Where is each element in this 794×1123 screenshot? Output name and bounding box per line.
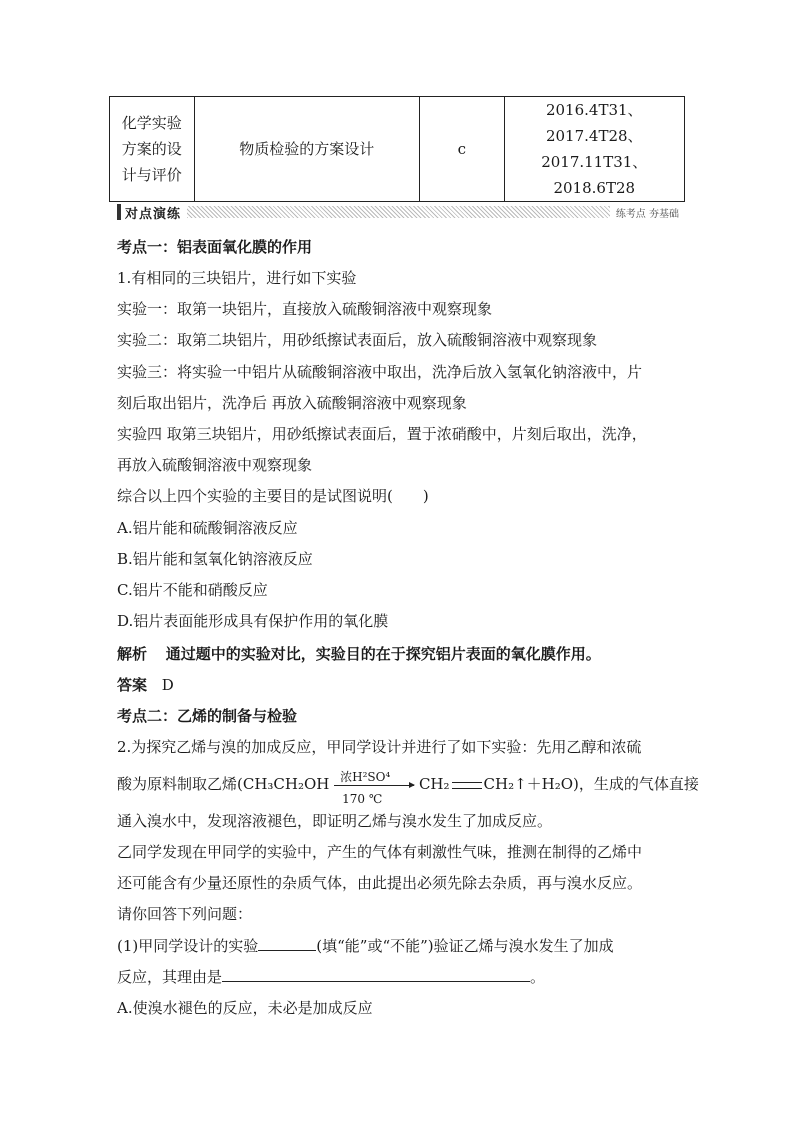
subquestion1-line1 xyxy=(117,936,614,956)
question2-line5: 还可能含有少量还原性的杂质气体，由此提出必须先除去杂质，再与溴水反应。 xyxy=(117,874,643,892)
question1-stem: 综合以上四个实验的主要目的是试图说明( ) xyxy=(117,487,429,505)
question2-line2 xyxy=(117,770,699,806)
content-cell: 物质检验的方案设计 xyxy=(194,97,419,202)
exam-cell xyxy=(504,97,685,202)
section1-heading: 考点一：铝表面氧化膜的作用 xyxy=(117,238,313,256)
section2-heading: 考点二：乙烯的制备与检验 xyxy=(117,707,298,725)
question2-line4: 乙同学发现在甲同学的实验中，产生的气体有刺激性气味，推测在制得的乙烯中 xyxy=(117,843,643,861)
experiment-3a: 实验三：将实验一中铝片从硫酸铜溶液中取出，洗净后放入氢氧化钠溶液中，片 xyxy=(117,363,643,381)
ch2-left: CH₂ xyxy=(418,775,450,793)
info-table xyxy=(109,96,685,202)
option-c: C.铝片不能和硝酸反应 xyxy=(117,581,268,599)
reaction-condition-bottom: 170 ℃ xyxy=(342,792,383,806)
option-b: B.铝片能和氢氧化钠溶液反应 xyxy=(117,550,313,568)
exam-line: 2017.11T31、2018.6T28 xyxy=(541,153,648,197)
option-d: D.铝片表面能形成具有保护作用的氧化膜 xyxy=(117,612,389,630)
answer xyxy=(117,675,174,695)
subq1-prefix: (1)甲同学设计的实验 xyxy=(117,937,259,955)
question1-intro: 1.有相同的三块铝片，进行如下实验 xyxy=(117,269,357,287)
experiment-4b: 再放入硫酸铜溶液中观察现象 xyxy=(117,456,313,474)
topic-line: 计与评价 xyxy=(121,166,182,184)
arrow-icon xyxy=(334,785,414,786)
reaction-arrow xyxy=(334,770,414,806)
option-a: A.铝片能和硫酸铜溶液反应 xyxy=(117,519,298,537)
answer-blank-1[interactable] xyxy=(258,936,316,951)
answer-value: D xyxy=(161,676,174,694)
subq1-reason-suffix: 。 xyxy=(530,968,546,986)
level-cell: c xyxy=(420,97,504,202)
question2-line1: 2.为探究乙烯与溴的加成反应，甲同学设计并进行了如下实验：先用乙醇和浓硫 xyxy=(117,738,642,756)
topic-line: 方案的设 xyxy=(121,140,182,158)
question2-line3: 通入溴水中，发现溶液褪色，即证明乙烯与溴水发生了加成反应。 xyxy=(117,812,553,830)
answer-label: 答案 xyxy=(117,676,148,694)
topic-line: 化学实验 xyxy=(121,114,182,132)
section-banner xyxy=(117,202,679,222)
experiment-1: 实验一：取第一块铝片，直接放入硫酸铜溶液中观察现象 xyxy=(117,300,493,318)
double-bond-icon xyxy=(452,782,482,789)
subq1-suffix: (填“能”或“不能”)验证乙烯与溴水发生了加成 xyxy=(316,937,614,955)
analysis-label: 解析 xyxy=(117,645,148,663)
analysis xyxy=(117,644,601,664)
exam-line: 2016.4T31、2017.4T28、 xyxy=(545,101,643,145)
equation-prefix: 酸为原料制取乙烯(CH₃CH₂OH xyxy=(117,775,330,793)
banner-subtitle: 练考点 夯基础 xyxy=(610,205,679,220)
equation-suffix: CH₂↑＋H₂O)，生成的气体直接 xyxy=(483,775,699,793)
subquestion1-line2 xyxy=(117,967,545,987)
experiment-3b: 刻后取出铝片，洗净后 再放入硫酸铜溶液中观察现象 xyxy=(117,394,467,412)
subquestion-option-a: A.使溴水褪色的反应，未必是加成反应 xyxy=(117,999,373,1017)
experiment-2: 实验二：取第二块铝片，用砂纸擦试表面后，放入硫酸铜溶液中观察现象 xyxy=(117,331,598,349)
question2-line6: 请你回答下列问题： xyxy=(117,905,253,923)
subq1-reason-prefix: 反应，其理由是 xyxy=(117,968,223,986)
analysis-text: 通过题中的实验对比，实验目的在于探究铝片表面的氧化膜作用。 xyxy=(165,645,601,663)
experiment-4a: 实验四 取第三块铝片，用砂纸擦试表面后，置于浓硝酸中，片刻后取出，洗净， xyxy=(117,425,647,443)
banner-pattern xyxy=(187,206,679,218)
reaction-condition-top: 浓H²SO⁴ xyxy=(340,770,391,784)
banner-title: 对点演练 xyxy=(125,206,182,222)
topic-cell xyxy=(110,97,195,202)
answer-blank-2[interactable] xyxy=(222,967,530,982)
banner-bar xyxy=(117,204,121,220)
